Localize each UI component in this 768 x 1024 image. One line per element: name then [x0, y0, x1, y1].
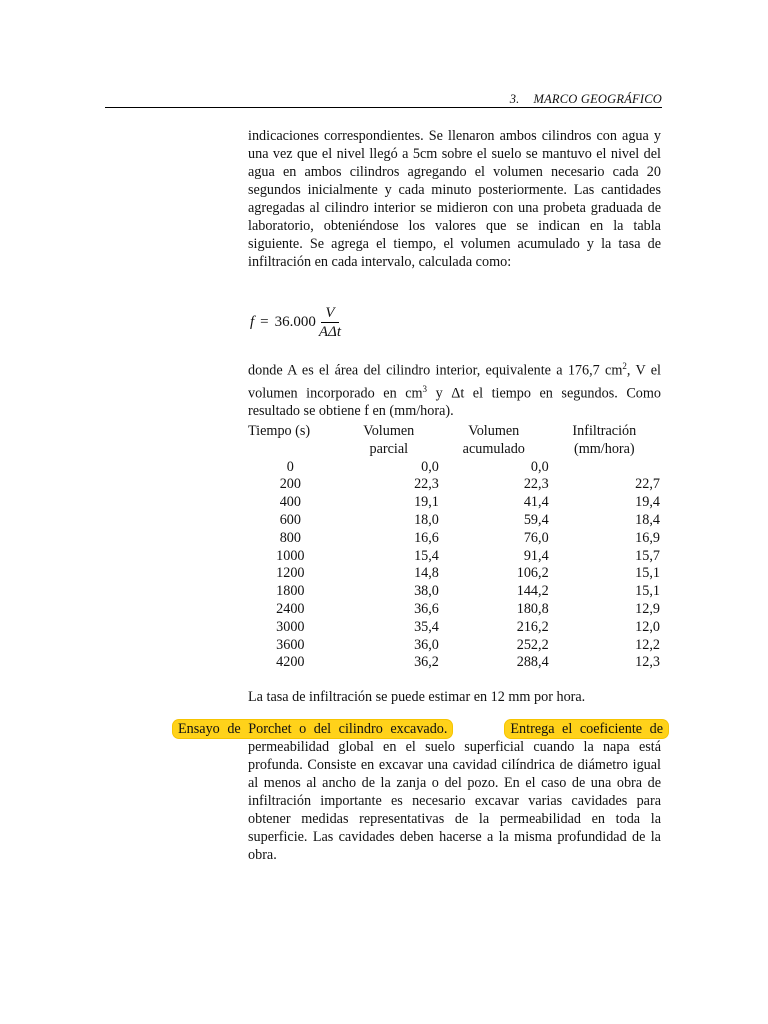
table-cell: 76,0: [523, 529, 549, 546]
table-cell: 252,2: [516, 636, 549, 653]
table-header-cell: parcial: [369, 440, 409, 457]
paragraph-formula-definitions: [248, 357, 661, 420]
table-cell: 1800: [276, 583, 305, 600]
table-cell: 0,0: [530, 458, 549, 475]
table-cell: [549, 459, 668, 477]
table-cell: 400: [279, 494, 301, 511]
table-cell: 36,0: [414, 636, 439, 653]
table-row: [248, 565, 668, 583]
paragraph-method-description: indicaciones correspondientes. Se llenaron ambos cilindros con agua y una vez que el nivel llegó a 5cm sobre el suelo se mantuvo el nivel del agua en ambos cilindros agregando el volumen necesario cada 20 segundos inicialmente y cada minuto posteriormente. Las cantidades agregadas al cilindro interior se midieron con una probeta graduada de laboratorio, obteniéndose los valores que se indican en la tabla siguiente. Se agrega el tiempo, el volumen acumulado y la tasa de infiltración en cada intervalo, calculada como:: [248, 128, 661, 270]
section-heading-line: [173, 720, 668, 738]
table-cell: 144,2: [516, 583, 549, 600]
infiltration-table: [248, 423, 668, 672]
table-cell: 18,4: [635, 511, 660, 528]
table-cell: 15,7: [635, 547, 660, 564]
table-header-row: [248, 441, 668, 459]
table-row: [248, 548, 668, 566]
table-row: [248, 637, 668, 655]
table-cell: 35,4: [414, 618, 439, 635]
table-cell: 12,9: [635, 600, 660, 617]
page-header: [105, 92, 662, 107]
table-cell: 0,0: [421, 458, 439, 475]
table-cell: 16,6: [414, 529, 439, 546]
table-cell: 12,3: [635, 654, 660, 671]
table-cell: 180,8: [516, 600, 549, 617]
table-cell: 288,4: [516, 654, 549, 671]
table-header-cell: [248, 441, 339, 459]
paragraph-porchet-description: permeabilidad global en el suelo superficial cuando la napa está profunda. Consiste en excavar una cavidad cilíndrica de diámetro igual al menos al ancho de la zanja o del pozo. En el caso de una obra de infiltración importante es necesario excavar varias cavidades para obtener medidas representativas de la permeabilidad en toda la superficie. Las cavidades deben hacerse a la misma profundidad de la obra.: [248, 739, 661, 863]
table-cell: 216,2: [516, 618, 549, 635]
definitions-text-a: donde A es el área del cilindro interior, equivalente a 176,7 cm: [248, 362, 623, 379]
infiltration-formula: [250, 304, 341, 341]
formula-equals: =: [260, 314, 269, 330]
table-cell: 18,0: [414, 511, 439, 528]
table-cell: 2400: [276, 600, 305, 617]
formula-numerator: V: [321, 304, 338, 323]
table-cell: 106,2: [516, 565, 549, 582]
table-header-cell: Infiltración: [572, 423, 637, 439]
section-lead-highlight: Entrega el coeficiente de: [505, 720, 668, 738]
header-divider: [105, 107, 662, 108]
table-cell: 41,4: [523, 494, 549, 511]
superscript-3: 3: [422, 383, 428, 394]
table-row: [248, 476, 668, 494]
table-cell: 36,2: [414, 654, 439, 671]
table-cell: 22,3: [523, 476, 549, 493]
table-cell: 800: [279, 529, 301, 546]
table-cell: 59,4: [523, 511, 549, 528]
table-cell: 38,0: [414, 583, 439, 600]
table-row: [248, 601, 668, 619]
paragraph-conclusion: La tasa de infiltración se puede estimar en 12 mm por hora.: [248, 689, 586, 705]
table-row: [248, 583, 668, 601]
table-cell: 15,1: [635, 583, 660, 600]
table-cell: 16,9: [635, 529, 660, 546]
table-cell: 4200: [276, 654, 305, 671]
table-header-row: [248, 423, 668, 441]
superscript-2: 2: [622, 361, 627, 371]
table-row: [248, 459, 668, 477]
table-header-cell: Volumen: [468, 423, 520, 439]
table-row: [248, 619, 668, 637]
table-cell: 19,4: [635, 494, 660, 511]
table-cell: 14,8: [414, 565, 439, 582]
table-cell: 1000: [276, 547, 305, 564]
table-cell: 200: [279, 476, 301, 493]
table-cell: 600: [279, 511, 301, 528]
table-cell: 12,0: [635, 618, 660, 635]
table-cell: 15,4: [414, 547, 439, 564]
table-cell: 22,7: [635, 476, 660, 493]
table-header-cell: (mm/hora): [573, 440, 635, 457]
table-cell: 1200: [276, 565, 305, 582]
formula-constant: 36.000: [274, 314, 316, 330]
table-cell: 12,2: [635, 636, 660, 653]
section-title-highlight: Ensayo de Porchet o del cilindro excavado.: [173, 720, 452, 738]
table-header-cell: Volumen: [363, 423, 415, 439]
chapter-title: MARCO GEOGRÁFICO: [533, 92, 662, 106]
table-cell: 91,4: [523, 547, 549, 564]
table-row: [248, 530, 668, 548]
table-row: [248, 494, 668, 512]
formula-denominator: AΔt: [318, 324, 342, 340]
table-cell: 19,1: [414, 494, 439, 511]
table-cell: 0: [286, 458, 294, 475]
formula-lhs: f: [250, 314, 255, 330]
table-cell: 22,3: [414, 476, 439, 493]
formula-fraction: [319, 304, 341, 341]
table-header-cell: acumulado: [462, 440, 525, 457]
table-cell: 15,1: [635, 565, 660, 582]
table-row: [248, 512, 668, 530]
table-cell: 3000: [276, 618, 305, 635]
chapter-number: 3.: [509, 92, 520, 106]
table-row: [248, 654, 668, 672]
table-cell: 3600: [276, 636, 305, 653]
definitions-text-b: , V el volumen incorporado en cm: [248, 362, 661, 402]
table-cell: 36,6: [414, 600, 439, 617]
table-header-cell: Tiempo (s): [248, 423, 311, 439]
definitions-text-c: y Δt el tiempo en segundos. Como resultado se obtiene f en (mm/hora).: [248, 385, 662, 420]
